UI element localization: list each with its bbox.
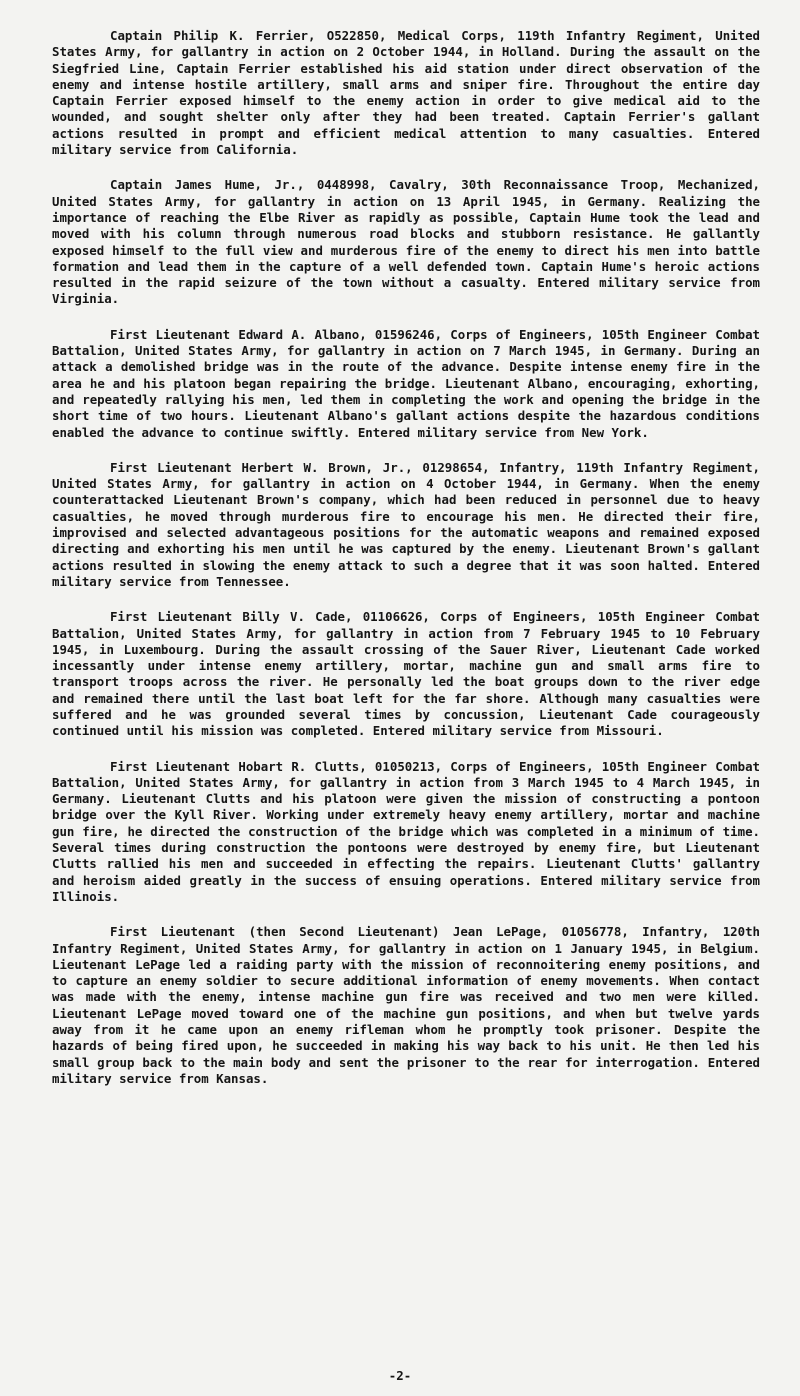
citation-hume: Captain James Hume, Jr., 0448998, Cavalry, 30th Reconnaissance Troop, Mechanized, United States Army, for gallantry in action on 13 April 1945, in Germany. Realizing the importance of reaching the Elbe River as rapidly as possible, Captain Hume took the lead and moved with his column through numerous road blocks and stubborn resistance. He gallantly exposed himself to the full view and murderous fire of the enemy to direct his men into battle formation and lead them in the capture of a well defended town. Captain Hume's heroic actions resulted in the rapid seizure of the town without a casualty. Entered military service from Virginia.: [52, 177, 760, 307]
citation-clutts: First Lieutenant Hobart R. Clutts, 01050213, Corps of Engineers, 105th Engineer Combat Battalion, United States Army, for gallantry in action from 3 March 1945 to 4 March 1945, in Germany. Lieutenant Clutts and his platoon were given the mission of constructing a pontoon bridge over the Kyll River. Working under extremely heavy enemy artillery, mortar and machine gun fire, he directed the construction of the bridge which was completed in a minimum of time. Several times during construction the pontoons were destroyed by enemy fire, but Lieutenant Clutts rallied his men and succeeded in effecting the repairs. Lieutenant Clutts' gallantry and heroism aided greatly in the success of ensuing operations. Entered military service from Illinois.: [52, 758, 760, 904]
citation-albano: First Lieutenant Edward A. Albano, 01596246, Corps of Engineers, 105th Engineer Combat Battalion, United States Army, for gallantry in action on 7 March 1945, in Germany. During an attack a demolished bridge was in the route of the advance. Despite intense enemy fire in the area he and his platoon began repairing the bridge. Lieutenant Albano, encouraging, exhorting, and repeatedly rallying his men, led them in completing the work and opening the bridge in the short time of two hours. Lieutenant Albano's gallant actions despite the hazardous conditions enabled the advance to continue swiftly. Entered military service from New York.: [52, 326, 760, 440]
page-number: -2-: [388, 1368, 412, 1383]
citation-ferrier: Captain Philip K. Ferrier, O522850, Medical Corps, 119th Infantry Regiment, United States Army, for gallantry in action on 2 October 1944, in Holland. During the assault on the Siegfried Line, Captain Ferrier established his aid station under direct observation of the enemy and intense hostile artillery, small arms and sniper fire. Throughout the entire day Captain Ferrier exposed himself to the enemy action in order to give medical aid to the wounded, and sought shelter only after they had been treated. Captain Ferrier's gallant actions resulted in prompt and efficient medical attention to many casualties. Entered military service from California.: [52, 28, 760, 158]
citation-brown: First Lieutenant Herbert W. Brown, Jr., 01298654, Infantry, 119th Infantry Regiment, United States Army, for gallantry in action on 4 October 1944, in Germany. When the enemy counterattacked Lieutenant Brown's company, which had been reduced in personnel due to heavy casualties, he moved through murderous fire to encourage his men. He directed their fire, improvised and selected advantageous positions for the automatic weapons and remained exposed directing and exhorting his men until he was captured by the enemy. Lieutenant Brown's gallant actions resulted in slowing the enemy attack to such a degree that it was soon halted. Entered military service from Tennessee.: [52, 459, 760, 589]
citation-cade: First Lieutenant Billy V. Cade, 01106626, Corps of Engineers, 105th Engineer Combat Battalion, United States Army, for gallantry in action from 7 February 1945 to 10 February 1945, in Luxembourg. During the assault crossing of the Sauer River, Lieutenant Cade worked incessantly under intense enemy artillery, mortar, machine gun and small arms fire to transport troops across the river. He personally led the boat groups down to the river edge and remained there until the last boat left for the far shore. Although many casualties were suffered and he was grounded several times by concussion, Lieutenant Cade courageously continued until his mission was completed. Entered military service from Missouri.: [52, 609, 760, 739]
citation-lepage: First Lieutenant (then Second Lieutenant) Jean LePage, 01056778, Infantry, 120th Infantry Regiment, United States Army, for gallantry in action on 1 January 1945, in Belgium. Lieutenant LePage led a raiding party with the mission of reconnoitering enemy positions, and to capture an enemy soldier to secure additional information of enemy movements. When contact was made with the enemy, intense machine gun fire was received and two men were killed. Lieutenant LePage moved toward one of the machine gun positions, and when but twelve yards away from it he came upon an enemy rifleman whom he promptly took prisoner. Despite the hazards of being fired upon, he succeeded in making his way back to his unit. He then led his small group back to the main body and sent the prisoner to the rear for interrogation. Entered military service from Kansas.: [52, 924, 760, 1086]
